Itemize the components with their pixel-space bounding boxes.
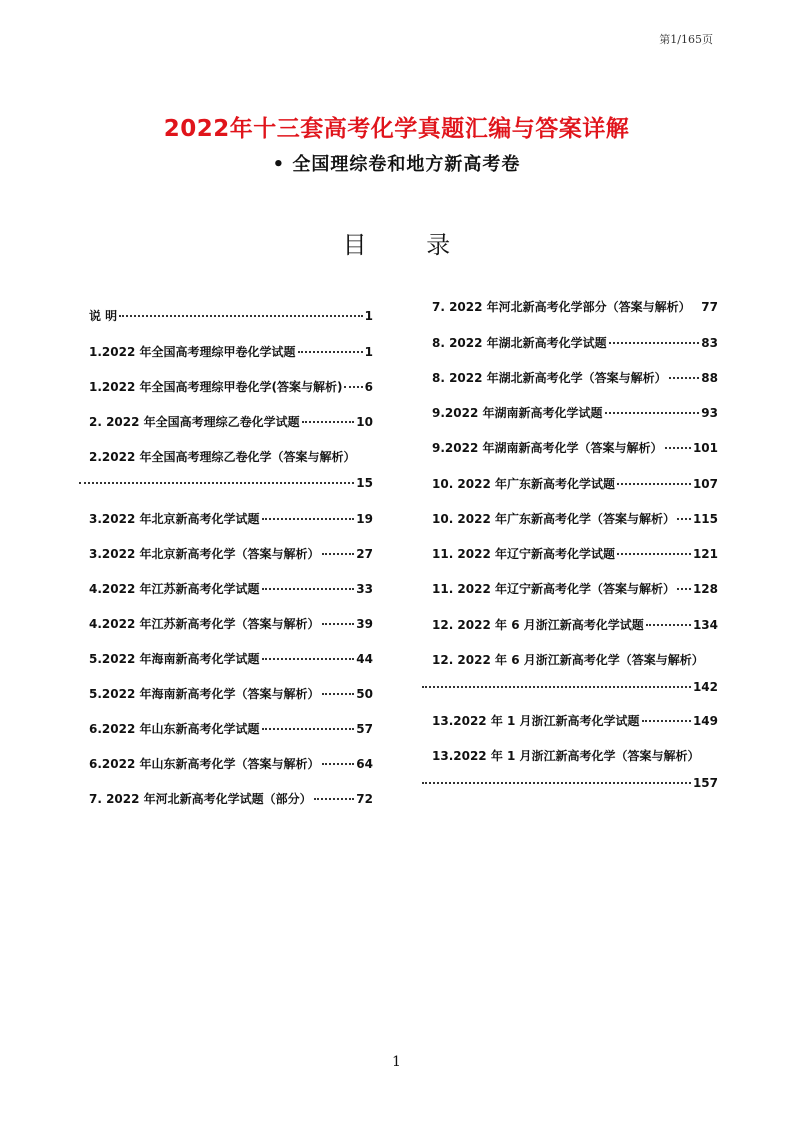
toc-entry[interactable]: [79, 686, 373, 702]
toc-entry-title: 10. 2022 年广东新高考化学试题: [432, 477, 616, 491]
toc-entry[interactable]: [422, 581, 718, 597]
toc-entry-page: 115: [692, 512, 718, 526]
toc-leader: [322, 683, 355, 695]
toc-entry-page: 88: [701, 371, 718, 385]
toc-leader: [609, 332, 700, 344]
toc-entry-page: 19: [356, 512, 373, 526]
toc-leader: [262, 508, 355, 520]
toc-leader: [605, 402, 700, 414]
toc-entry-title: 7. 2022 年河北新高考化学试题（部分）: [89, 792, 312, 806]
toc-entry-title: 8. 2022 年湖北新高考化学试题: [432, 336, 607, 350]
toc-entry-title: 3.2022 年北京新高考化学试题: [89, 512, 260, 526]
toc-leader: [322, 543, 355, 555]
toc-entry-page: 77: [701, 300, 718, 314]
footer-page-number: 1: [392, 1054, 401, 1070]
toc-entry[interactable]: [422, 748, 718, 791]
toc-entry[interactable]: [422, 511, 718, 527]
toc-entry-title: 说 明: [89, 309, 118, 323]
toc-leader: [422, 676, 691, 688]
toc-leader: [617, 543, 691, 555]
toc-entry[interactable]: [422, 476, 718, 492]
toc-entry-page: 149: [692, 714, 718, 728]
toc-leader: [314, 788, 355, 800]
toc-entry-page: 44: [356, 652, 373, 666]
toc-entry-page: 39: [356, 617, 373, 631]
toc-entry-page: 50: [356, 687, 373, 701]
toc-entry[interactable]: [79, 581, 373, 597]
page-counter: 第1/165页: [659, 33, 713, 46]
toc-entry-page: 93: [701, 406, 718, 420]
toc-entry-page: 33: [356, 582, 373, 596]
toc-entry-page: 6: [364, 380, 373, 394]
toc-leader: [693, 296, 700, 308]
toc-entry-page: 57: [356, 722, 373, 736]
toc-leader: [262, 718, 355, 730]
toc-entry-title: 9.2022 年湖南新高考化学试题: [432, 406, 603, 420]
toc-entry-page: 27: [356, 547, 373, 561]
toc-entry-page: 1: [364, 309, 373, 323]
toc-entry-title: 6.2022 年山东新高考化学试题: [89, 722, 260, 736]
toc-leader: [302, 411, 355, 423]
toc-leader: [79, 472, 354, 484]
toc-entry-page: 157: [692, 776, 718, 790]
toc-leader: [322, 613, 355, 625]
toc-entry[interactable]: [422, 370, 718, 386]
toc-leader: [422, 772, 691, 784]
document-title: 2022年十三套高考化学真题汇编与答案详解: [163, 116, 630, 142]
toc-entry-title: 4.2022 年江苏新高考化学试题: [89, 582, 260, 596]
toc-entry-title: 1.2022 年全国高考理综甲卷化学试题: [89, 345, 296, 359]
toc-entry[interactable]: [79, 308, 373, 324]
toc-entry-title: 9.2022 年湖南新高考化学（答案与解析）: [432, 441, 663, 455]
toc-heading: 目 录: [342, 231, 477, 259]
toc-entry-title: 11. 2022 年辽宁新高考化学试题: [432, 547, 616, 561]
toc-leader: [262, 578, 355, 590]
toc-leader: [646, 614, 691, 626]
toc-entry[interactable]: [422, 546, 718, 562]
toc-entry-title: 1.2022 年全国高考理综甲卷化学(答案与解析): [89, 380, 343, 394]
toc-entry[interactable]: [79, 791, 373, 807]
toc-leader: [322, 753, 355, 765]
document-subtitle: • 全国理综卷和地方新高考卷: [272, 154, 521, 175]
toc-entry[interactable]: [79, 449, 373, 491]
toc-leader: [344, 376, 362, 388]
toc-entry[interactable]: [79, 651, 373, 667]
toc-entry-title: 8. 2022 年湖北新高考化学（答案与解析）: [432, 371, 667, 385]
toc-entry[interactable]: [422, 440, 718, 456]
toc-entry-page: 83: [701, 336, 718, 350]
toc-entry-page: 107: [692, 477, 718, 491]
toc-entry-page: 1: [364, 345, 373, 359]
toc-entry-title: 11. 2022 年辽宁新高考化学（答案与解析）: [432, 582, 676, 596]
toc-entry[interactable]: [79, 379, 373, 395]
toc-entry-title: 13.2022 年 1 月浙江新高考化学（答案与解析）: [432, 749, 700, 763]
toc-entry[interactable]: [422, 652, 718, 695]
toc-leader: [677, 508, 691, 520]
toc-entry-title: 10. 2022 年广东新高考化学（答案与解析）: [432, 512, 676, 526]
toc-leader: [677, 578, 691, 590]
toc-leader: [642, 710, 691, 722]
toc-entry[interactable]: [79, 344, 373, 360]
toc-entry-title: 12. 2022 年 6 月浙江新高考化学试题: [432, 618, 644, 632]
toc-entry-page: 64: [356, 757, 373, 771]
toc-entry-page: 72: [356, 792, 373, 806]
toc-entry[interactable]: [79, 756, 373, 772]
toc-entry[interactable]: [422, 713, 718, 729]
toc-entry-page: 10: [356, 415, 373, 429]
toc-leader: [119, 305, 362, 317]
toc-entry[interactable]: [79, 414, 373, 430]
toc-entry-title: 4.2022 年江苏新高考化学（答案与解析）: [89, 617, 320, 631]
toc-entry-page: 128: [692, 582, 718, 596]
toc-entry-title: 3.2022 年北京新高考化学（答案与解析）: [89, 547, 320, 561]
toc-entry[interactable]: [422, 617, 718, 633]
toc-entry-page: 121: [692, 547, 718, 561]
toc-entry-title: 2. 2022 年全国高考理综乙卷化学试题: [89, 415, 300, 429]
toc-entry-title: 12. 2022 年 6 月浙江新高考化学（答案与解析）: [432, 653, 704, 667]
toc-entry-title: 6.2022 年山东新高考化学（答案与解析）: [89, 757, 320, 771]
toc-leader: [665, 437, 691, 449]
toc-leader: [669, 367, 700, 379]
toc-entry-page: 142: [692, 680, 718, 694]
toc-entry-page: 134: [692, 618, 718, 632]
toc-entry-title: 5.2022 年海南新高考化学试题: [89, 652, 260, 666]
toc-entry[interactable]: [422, 405, 718, 421]
toc-entry-page: 15: [356, 476, 373, 490]
toc-leader: [262, 648, 355, 660]
toc-entry[interactable]: [422, 335, 718, 351]
toc-leader: [617, 473, 691, 485]
toc-entry-title: 2.2022 年全国高考理综乙卷化学（答案与解析）: [89, 450, 356, 464]
toc-entry[interactable]: [79, 511, 373, 527]
toc-entry[interactable]: [422, 299, 718, 315]
toc-entry-title: 13.2022 年 1 月浙江新高考化学试题: [432, 714, 640, 728]
toc-entry-title: 5.2022 年海南新高考化学（答案与解析）: [89, 687, 320, 701]
toc-entry-title: 7. 2022 年河北新高考化学部分（答案与解析）: [432, 300, 691, 314]
toc-entry[interactable]: [79, 546, 373, 562]
toc-entry-page: 101: [692, 441, 718, 455]
toc-entry[interactable]: [79, 721, 373, 737]
toc-leader: [298, 341, 363, 353]
toc-entry[interactable]: [79, 616, 373, 632]
